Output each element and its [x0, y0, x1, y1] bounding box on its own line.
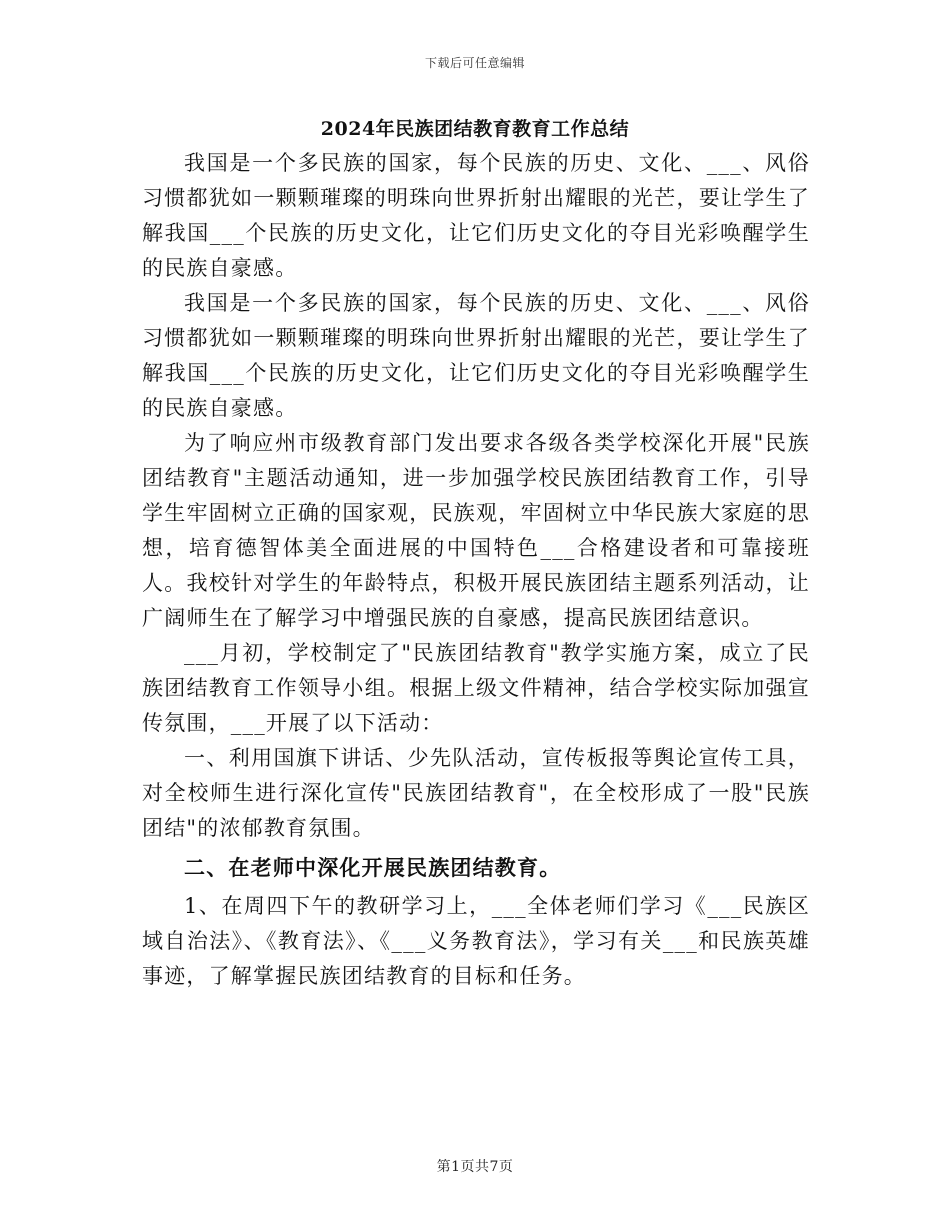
paragraph-5: 一、利用国旗下讲话、少先队活动，宣传板报等舆论宣传工具，对全校师生进行深化宣传"民族团结教育"，在全校形成了一股"民族团结"的浓郁教育氛围。 — [142, 746, 810, 840]
document-body — [142, 146, 810, 994]
paragraph-3: 为了响应州市级教育部门发出要求各级各类学校深化开展"民族团结教育"主题活动通知，进一步加强学校民族团结教育工作，引导学生牢固树立正确的国家观，民族观，牢固树立中华民族大家庭的思想，培育德智体美全面进展的中国特色___合格建设者和可靠接班人。我校针对学生的年龄特点，积极开展民族团结主题系列活动，让广阔师生在了解学习中增强民族的自豪感，提高民族团结意识。 — [142, 431, 810, 630]
document-title: 2024年民族团结教育教育工作总结 — [320, 118, 630, 140]
page-header: 下载后可任意编辑 — [424, 56, 525, 70]
paragraph-2: 我国是一个多民族的国家，每个民族的历史、文化、___、风俗习惯都犹如一颗颗璀璨的明珠向世界折射出耀眼的光芒，要让学生了解我国___个民族的历史文化，让它们历史文化的夺目光彩唤醒学生的民族自豪感。 — [142, 291, 810, 420]
paragraph-7: 1、在周四下午的教研学习上，___全体老师们学习《___民族区域自治法》、《教育法》、《___义务教育法》，学习有关___和民族英雄事迹，了解掌握民族团结教育的目标和任务。 — [142, 894, 810, 988]
section-heading: 二、在老师中深化开展民族团结教育。 — [184, 855, 562, 880]
paragraph-1: 我国是一个多民族的国家，每个民族的历史、文化、___、风俗习惯都犹如一颗颗璀璨的明珠向世界折射出耀眼的光芒，要让学生了解我国___个民族的历史文化，让它们历史文化的夺目光彩唤醒学生的民族自豪感。 — [142, 151, 810, 280]
page-footer: 第1页共7页 — [436, 1159, 514, 1175]
paragraph-4: ___月初，学校制定了"民族团结教育"教学实施方案，成立了民族团结教育工作领导小组。根据上级文件精神，结合学校实际加强宣传氛围，___开展了以下活动： — [142, 641, 810, 735]
